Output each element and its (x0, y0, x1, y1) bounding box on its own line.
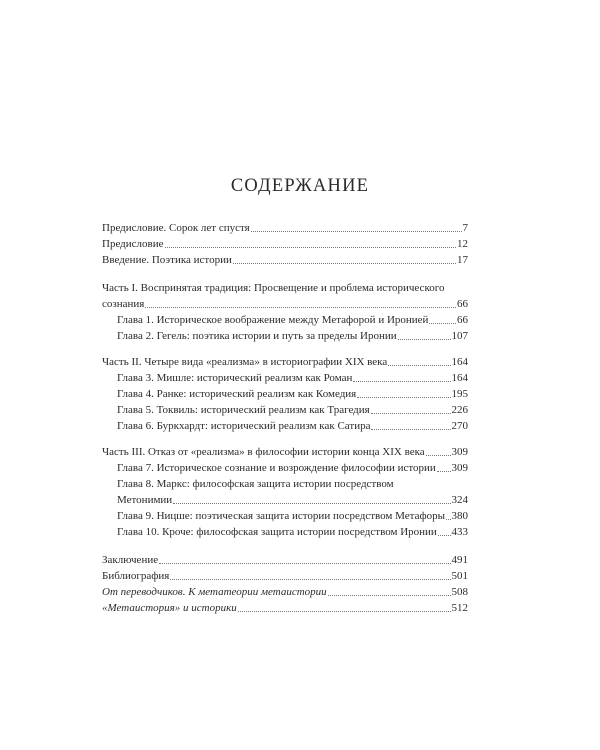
toc-entry-label: сознания (102, 298, 145, 310)
toc-entry-label: Глава 6. Буркхардт: исторический реализм как Сатира (117, 420, 371, 432)
toc-part1[interactable] (102, 296, 468, 312)
toc-entry-label: Глава 7. Историческое сознание и возрождение философии истории (117, 462, 436, 474)
dot-leader (170, 578, 450, 580)
toc-entry-page: 433 (451, 526, 468, 538)
toc-entry-label: Глава 1. Историческое воображение между Метафорой и Иронией (117, 314, 429, 326)
toc-entry-label: Часть III. Отказ от «реализма» в философии истории конца XIX века (102, 446, 425, 458)
toc-entry-conclusion[interactable] (102, 552, 468, 568)
toc-entry-page: 164 (451, 372, 468, 384)
toc-entry-page: 501 (451, 570, 468, 582)
toc-entry-page: 164 (451, 356, 468, 368)
toc-part3[interactable] (102, 444, 468, 460)
toc-entry-label: Глава 4. Ранке: исторический реализм как Комедия (117, 388, 357, 400)
toc-part2[interactable] (102, 354, 468, 370)
toc-entry-page: 195 (451, 388, 468, 400)
toc-entry-label: Заключение (102, 554, 159, 566)
toc-chapter-9[interactable] (117, 508, 468, 524)
toc-chapter-8[interactable] (117, 492, 468, 508)
toc-entry-page: 508 (451, 586, 468, 598)
toc-entry-foreword-forty-years[interactable] (102, 220, 468, 236)
toc-entry-page: 12 (457, 238, 468, 250)
toc-entry-page: 380 (451, 510, 468, 522)
toc-entry-label: Библиография (102, 570, 170, 582)
toc-chapter-4[interactable] (117, 386, 468, 402)
toc-entry-label: Часть II. Четыре вида «реализма» в историографии XIX века (102, 356, 388, 368)
toc-chapter-10[interactable] (117, 524, 468, 540)
toc-chapter-8-line1[interactable]: Глава 8. Маркс: философская защита истории посредством (117, 478, 394, 490)
dot-leader (357, 396, 450, 398)
toc-entry-page: 324 (451, 494, 468, 506)
toc-entry-page: 270 (451, 420, 468, 432)
dot-leader (251, 230, 462, 232)
dot-leader (145, 306, 456, 308)
toc-entry-bibliography[interactable] (102, 568, 468, 584)
dot-leader (388, 364, 450, 366)
toc-entry-foreword[interactable] (102, 236, 468, 252)
dot-leader (429, 322, 456, 324)
dot-leader (165, 246, 457, 248)
toc-entry-label: Глава 2. Гегель: поэтика истории и путь за пределы Иронии (117, 330, 397, 342)
toc-entry-label: «Метаистория» и историки (102, 602, 237, 614)
toc-chapter-3[interactable] (117, 370, 468, 386)
toc-chapter-1[interactable] (117, 312, 468, 328)
dot-leader (371, 412, 451, 414)
dot-leader (353, 380, 450, 382)
toc-chapter-7[interactable] (117, 460, 468, 476)
toc-entry-label: Предисловие. Сорок лет спустя (102, 222, 250, 234)
toc-entry-page: 107 (451, 330, 468, 342)
toc-entry-page: 66 (457, 314, 468, 326)
dot-leader (438, 534, 451, 536)
dot-leader (233, 262, 456, 264)
toc-entry-page: 17 (457, 254, 468, 266)
toc-entry-page: 512 (451, 602, 468, 614)
toc-entry-label: Предисловие (102, 238, 164, 250)
toc-entry-page: 309 (451, 446, 468, 458)
dot-leader (426, 454, 451, 456)
dot-leader (328, 594, 451, 596)
toc-entry-page: 226 (451, 404, 468, 416)
dot-leader (437, 470, 451, 472)
toc-chapter-2[interactable] (117, 328, 468, 344)
toc-entry-page: 66 (457, 298, 468, 310)
dot-leader (238, 610, 451, 612)
toc-entry-label: Глава 10. Кроче: философская защита истории посредством Иронии (117, 526, 437, 538)
toc-entry-label: Введение. Поэтика истории (102, 254, 232, 266)
dot-leader (371, 428, 450, 430)
toc-entry-page: 309 (451, 462, 468, 474)
toc-entry-label: Глава 9. Ницше: поэтическая защита истории посредством Метафоры (117, 510, 445, 522)
dot-leader (173, 502, 450, 504)
page-title: СОДЕРЖАНИЕ (230, 176, 370, 196)
dot-leader (159, 562, 450, 564)
dot-leader (398, 338, 451, 340)
toc-entry-page: 7 (462, 222, 468, 234)
toc-part1-title-line1[interactable]: Часть I. Воспринятая традиция: Просвещение и проблема исторического (102, 282, 445, 294)
toc-entry-label: От переводчиков. К метатеории метаистории (102, 586, 327, 598)
toc-chapter-6[interactable] (117, 418, 468, 434)
toc-chapter-5[interactable] (117, 402, 468, 418)
toc-entry-label: Глава 5. Токвиль: исторический реализм как Трагедия (117, 404, 370, 416)
toc-entry-translators[interactable] (102, 584, 468, 600)
toc-entry-label: Глава 3. Мишле: исторический реализм как Роман (117, 372, 353, 384)
toc-entry-introduction[interactable] (102, 252, 468, 268)
dot-leader (446, 518, 451, 520)
toc-entry-page: 491 (451, 554, 468, 566)
toc-entry-metahistory-historians[interactable] (102, 600, 468, 616)
toc-entry-label: Метонимии (117, 494, 173, 506)
